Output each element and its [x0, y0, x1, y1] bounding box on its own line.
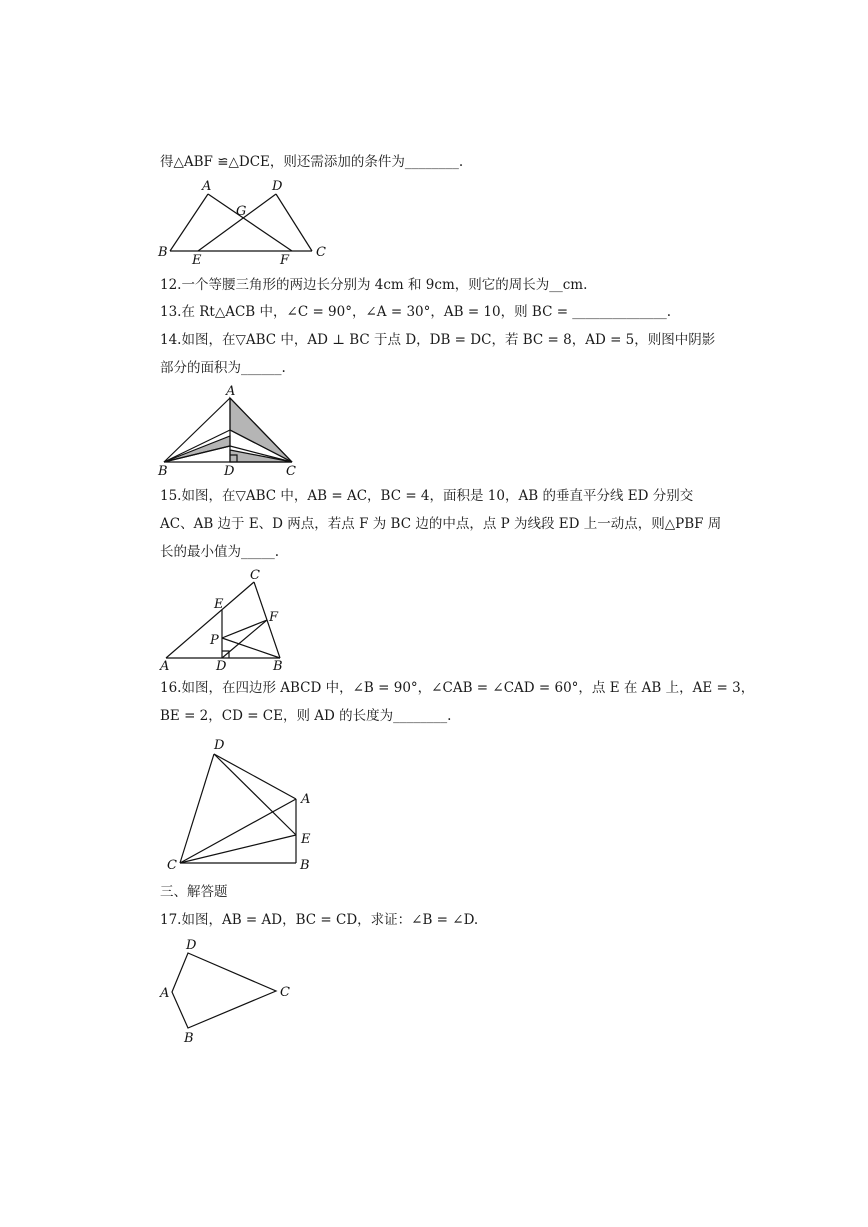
label-b: B — [158, 464, 168, 479]
label-b: B — [184, 1031, 194, 1046]
label-d: D — [214, 738, 225, 753]
problem-15-line-2: AC、AB 边于 E、D 两点，若点 F 为 BC 边的中点，点 P 为线段 ED 上一动点，则△PBF 周 — [160, 516, 722, 532]
problem-12: 12.一个等腰三角形的两边长分别为 4cm 和 9cm，则它的周长为__cm. — [160, 277, 588, 293]
label-d: D — [224, 464, 235, 479]
label-c: C — [250, 568, 260, 583]
label-f: F — [269, 610, 279, 625]
label-c: C — [286, 464, 296, 479]
segment-pb — [222, 638, 280, 658]
label-p: P — [210, 633, 219, 648]
label-f: F — [280, 253, 290, 266]
figure-problem-15 — [152, 566, 302, 674]
label-e: E — [192, 253, 202, 266]
label-d: D — [186, 938, 197, 953]
quadrilateral-dcba — [172, 953, 276, 1028]
label-c: C — [316, 245, 326, 260]
label-b: B — [158, 245, 168, 260]
figure-problem-11 — [150, 176, 340, 266]
label-a: A — [301, 792, 311, 807]
problem-14-line-2: 部分的面积为______. — [160, 360, 286, 376]
problem-15-line-3: 长的最小值为_____. — [160, 544, 280, 560]
label-c: C — [167, 858, 177, 873]
label-b: B — [273, 659, 283, 674]
figure-problem-17 — [152, 934, 302, 1050]
problem-15-line-1: 15.如图，在▽ABC 中，AB = AC，BC = 4，面积是 10，AB 的垂直平分线 ED 分别交 — [160, 488, 694, 504]
label-e: E — [214, 597, 224, 612]
label-b: B — [300, 858, 310, 873]
segment-dc — [276, 194, 312, 251]
problem-16-line-2: BE = 2，CD = CE，则 AD 的长度为________. — [160, 708, 452, 724]
label-a: A — [160, 659, 170, 674]
figure-problem-14 — [152, 384, 312, 479]
label-c: C — [280, 985, 290, 1000]
problem-11-tail: 得△ABF ≌△DCE，则还需添加的条件为________. — [160, 154, 464, 170]
label-a: A — [202, 179, 212, 194]
label-g: G — [236, 204, 247, 219]
problem-13: 13.在 Rt△ACB 中，∠C = 90°，∠A = 30°，AB = 10，则 BC = ______________. — [160, 304, 672, 320]
segment-pf — [222, 620, 267, 638]
figure-problem-16 — [158, 732, 328, 874]
segment-af — [208, 194, 292, 251]
label-d: D — [216, 659, 227, 674]
section-3-heading: 三、解答题 — [160, 884, 228, 900]
problem-14-line-1: 14.如图，在▽ABC 中，AD ⊥ BC 于点 D，DB = DC，若 BC = 8，AD = 5，则图中阴影 — [160, 332, 716, 348]
segment-ba — [170, 194, 208, 251]
label-d: D — [272, 179, 283, 194]
label-e: E — [301, 832, 311, 847]
label-a: A — [160, 986, 170, 1001]
label-a: A — [226, 384, 236, 399]
segment-da — [214, 754, 296, 799]
segment-de — [214, 754, 296, 835]
problem-17: 17.如图，AB = AD，BC = CD，求证：∠B = ∠D. — [160, 912, 479, 928]
segment-ed — [198, 194, 276, 251]
problem-16-line-1: 16.如图，在四边形 ABCD 中，∠B = 90°，∠CAB = ∠CAD = 60°，点 E 在 AB 上，AE = 3， — [160, 680, 755, 696]
segment-ce — [180, 835, 296, 863]
